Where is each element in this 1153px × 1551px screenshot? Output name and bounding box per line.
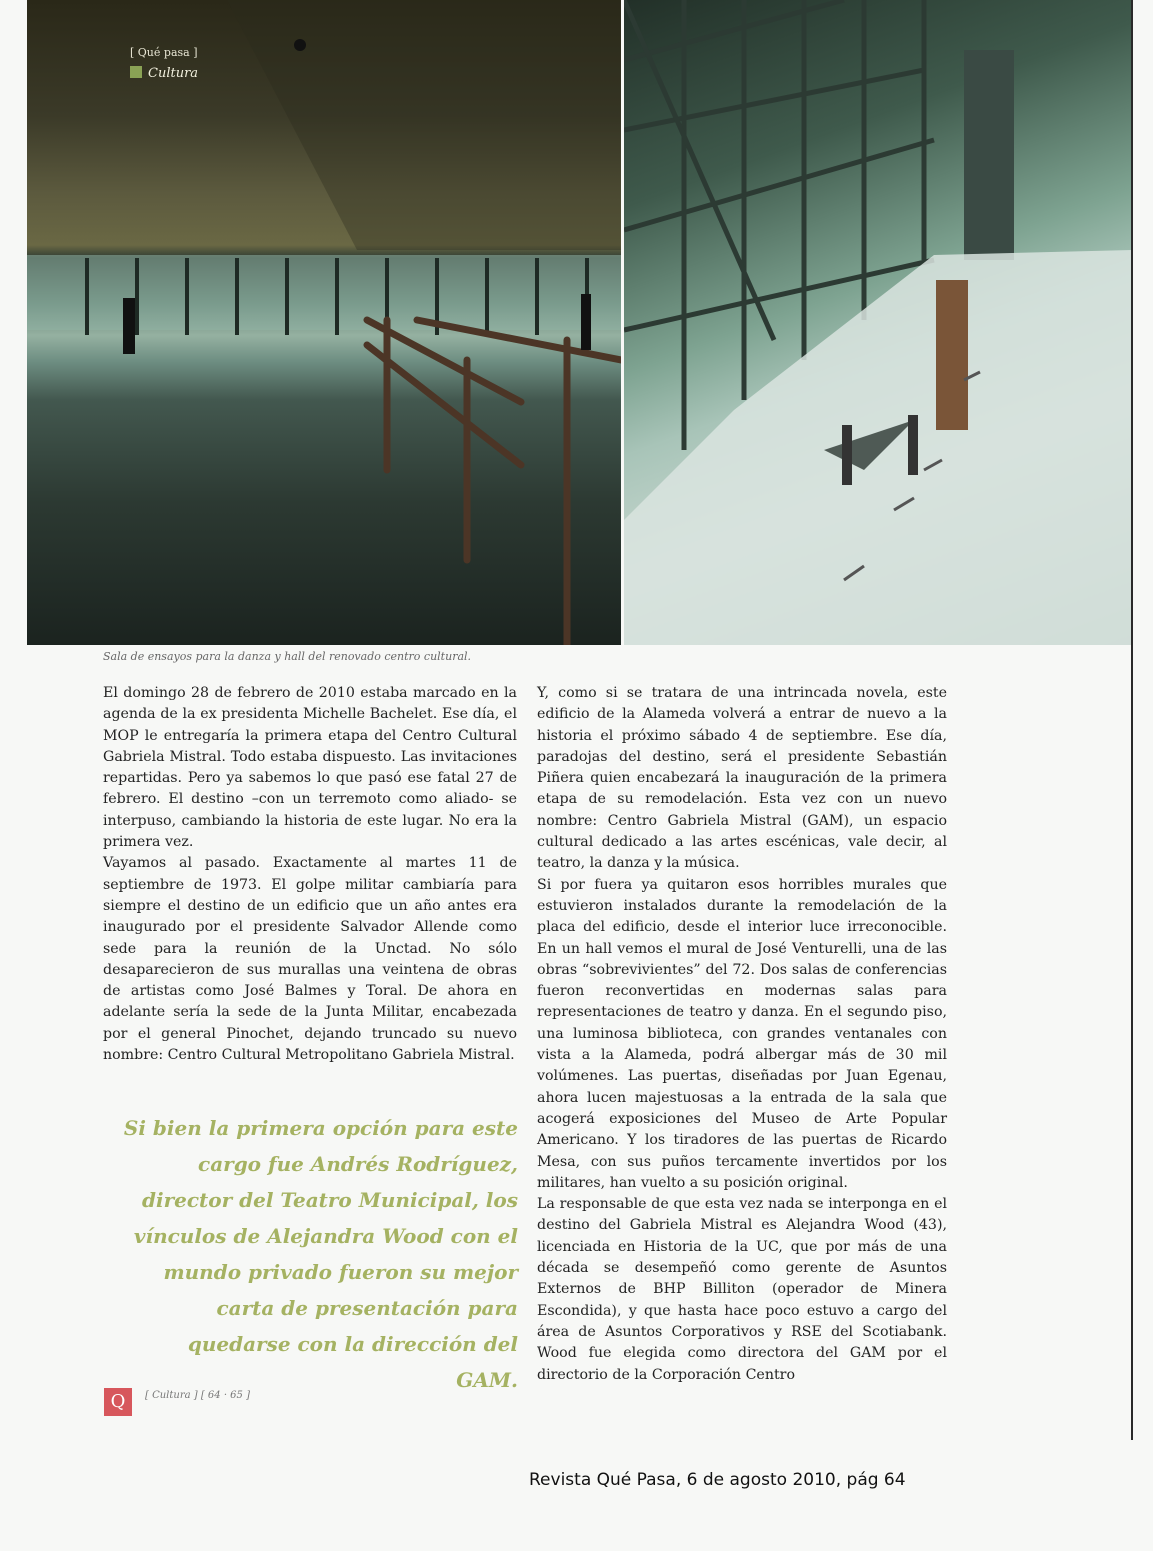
dance-room-illustration [27, 0, 621, 645]
article-paragraph: La responsable de que esta vez nada se interponga en el destino del Gabriela Mistral es Alejandra Wood (43), licenciada en Historia de la UC, que por más de una década se desempeñó como gerente de Asuntos Externos de BHP Billiton (operador de Minera Escondida), y que hasta hace poco estuvo a cargo del área de Asuntos Corporativos y RSE del Scotiabank. Wood fue elegida como directora del GAM por el directorio de la Corporación Centro [537, 1196, 947, 1383]
section-kicker: [ Qué pasa ] [130, 46, 198, 59]
article-paragraph: El domingo 28 de febrero de 2010 estaba marcado en la agenda de la ex presidenta Michelle Bachelet. Ese día, el MOP le entregaría la primera etapa del Centro Cultural Gabriela Mistral. Todo estaba dispuesto. Las invitaciones repartidas. Pero ya sabemos lo que pasó ese fatal 27 de febrero. El destino –con un terremoto como aliado- se interpuso, cambiando la historia de este lugar. No era la primera vez. [103, 685, 517, 851]
section-label [130, 66, 198, 81]
photo-caption: Sala de ensayos para la danza y hall del renovado centro cultural. [103, 650, 472, 663]
source-note: Revista Qué Pasa, 6 de agosto 2010, pág 64 [529, 1470, 906, 1490]
pull-quote: Si bien la primera opción para este cargo fue Andrés Rodríguez, director del Teatro Municipal, los vínculos de Alejandra Wood con el mundo privado fueron su mejor carta de presentación para quedarse con la dirección del GAM. [123, 1116, 518, 1392]
hall-illustration [624, 0, 1132, 645]
article-column-right [537, 683, 947, 1386]
page-edge-rule [1131, 0, 1133, 1440]
photo-hall [624, 0, 1132, 645]
page-folio: [ Cultura ] [ 64 · 65 ] [145, 1390, 250, 1401]
article-paragraph: Y, como si se tratara de una intrincada novela, este edificio de la Alameda volverá a entrar de nuevo a la historia el próximo sábado 4 de septiembre. Ese día, paradojas del destino, será el presidente Sebastián Piñera quien encabezará la inauguración de la primera etapa de su remodelación. Esta vez con un nuevo nombre: Centro Gabriela Mistral (GAM), un espacio cultural dedicado a las artes escénicas, vale decir, al teatro, la danza y la música. [537, 685, 947, 872]
article-paragraph: Vayamos al pasado. Exactamente al martes 11 de septiembre de 1973. El golpe militar cambiaría para siempre el destino de un edificio que un año antes era inaugurado por el presidente Salvador Allende como sede para la reunión de la Unctad. No sólo desaparecieron de sus murallas una veintena de obras de artistas como José Balmes y Toral. De ahora en adelante sería la sede de la Junta Militar, encabezada por el general Pinochet, dejando truncado su nuevo nombre: Centro Cultural Metropolitano Gabriela Mistral. [103, 855, 517, 1064]
magazine-logo: Q [104, 1388, 132, 1416]
section-label-text: Cultura [148, 66, 199, 81]
article-paragraph: Si por fuera ya quitaron esos horribles murales que estuvieron instalados durante la remodelación de la placa del edificio, desde el interior luce irreconocible. En un hall vemos el mural de José Venturelli, una de las obras “sobrevivientes” del 72. Dos salas de conferencias fueron reconvertidas en modernas salas para representaciones de teatro y danza. En el segundo piso, una luminosa biblioteca, con grandes ventanales con vista a la Alameda, podrá albergar más de 30 mil volúmenes. Las puertas, diseñadas por Juan Egenau, ahora lucen majestuosas a la entrada de la sala que acogerá exposiciones del Museo de Arte Popular Americano. Y los tiradores de las puertas de Ricardo Mesa, con sus puños tercamente invertidos por los militares, han vuelto a su posición original. [537, 876, 947, 1191]
section-square-icon [130, 66, 142, 78]
article-column-left [103, 683, 517, 1066]
photo-dance-rehearsal-room [27, 0, 621, 645]
